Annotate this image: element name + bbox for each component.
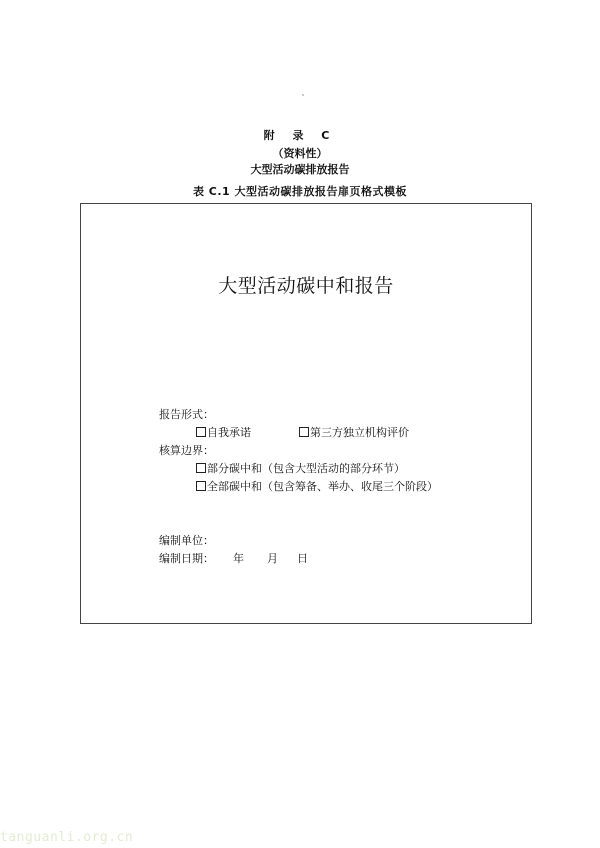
- table-caption: 表 C.1 大型活动碳排放报告扉页格式模板: [192, 185, 408, 198]
- checkbox-icon: [299, 427, 309, 437]
- date-label: 编制日期：: [159, 552, 214, 565]
- date-day: 日: [297, 552, 308, 565]
- decorative-dot: [302, 94, 304, 96]
- appendix-nature: （资料性）: [272, 147, 328, 160]
- report-form-option-self: [196, 426, 251, 440]
- option-label: 第三方独立机构评价: [310, 426, 409, 439]
- cover-page-frame: [80, 203, 532, 624]
- site-watermark: tanguanli.org.cn: [0, 830, 134, 845]
- checkbox-icon: [196, 427, 206, 437]
- option-label: 自我承诺: [207, 426, 251, 439]
- boundary-option-partial: [196, 462, 405, 476]
- checkbox-icon: [196, 481, 206, 491]
- report-form-option-third-party: [299, 426, 409, 440]
- date-year: 年: [233, 552, 244, 565]
- boundary-option-full: [196, 480, 438, 494]
- accounting-boundary-label: 核算边界：: [159, 444, 214, 457]
- option-label: 部分碳中和（包含大型活动的部分环节）: [207, 462, 405, 475]
- checkbox-icon: [196, 463, 206, 473]
- appendix-label: 附 录 C: [263, 129, 337, 142]
- option-label: 全部碳中和（包含筹备、举办、收尾三个阶段）: [207, 480, 438, 493]
- report-form-label: 报告形式：: [159, 408, 214, 421]
- cover-title: 大型活动碳中和报告: [218, 275, 394, 297]
- compiler-label: 编制单位：: [159, 534, 214, 547]
- date-month: 月: [267, 552, 278, 565]
- appendix-title: 大型活动碳排放报告: [250, 163, 350, 176]
